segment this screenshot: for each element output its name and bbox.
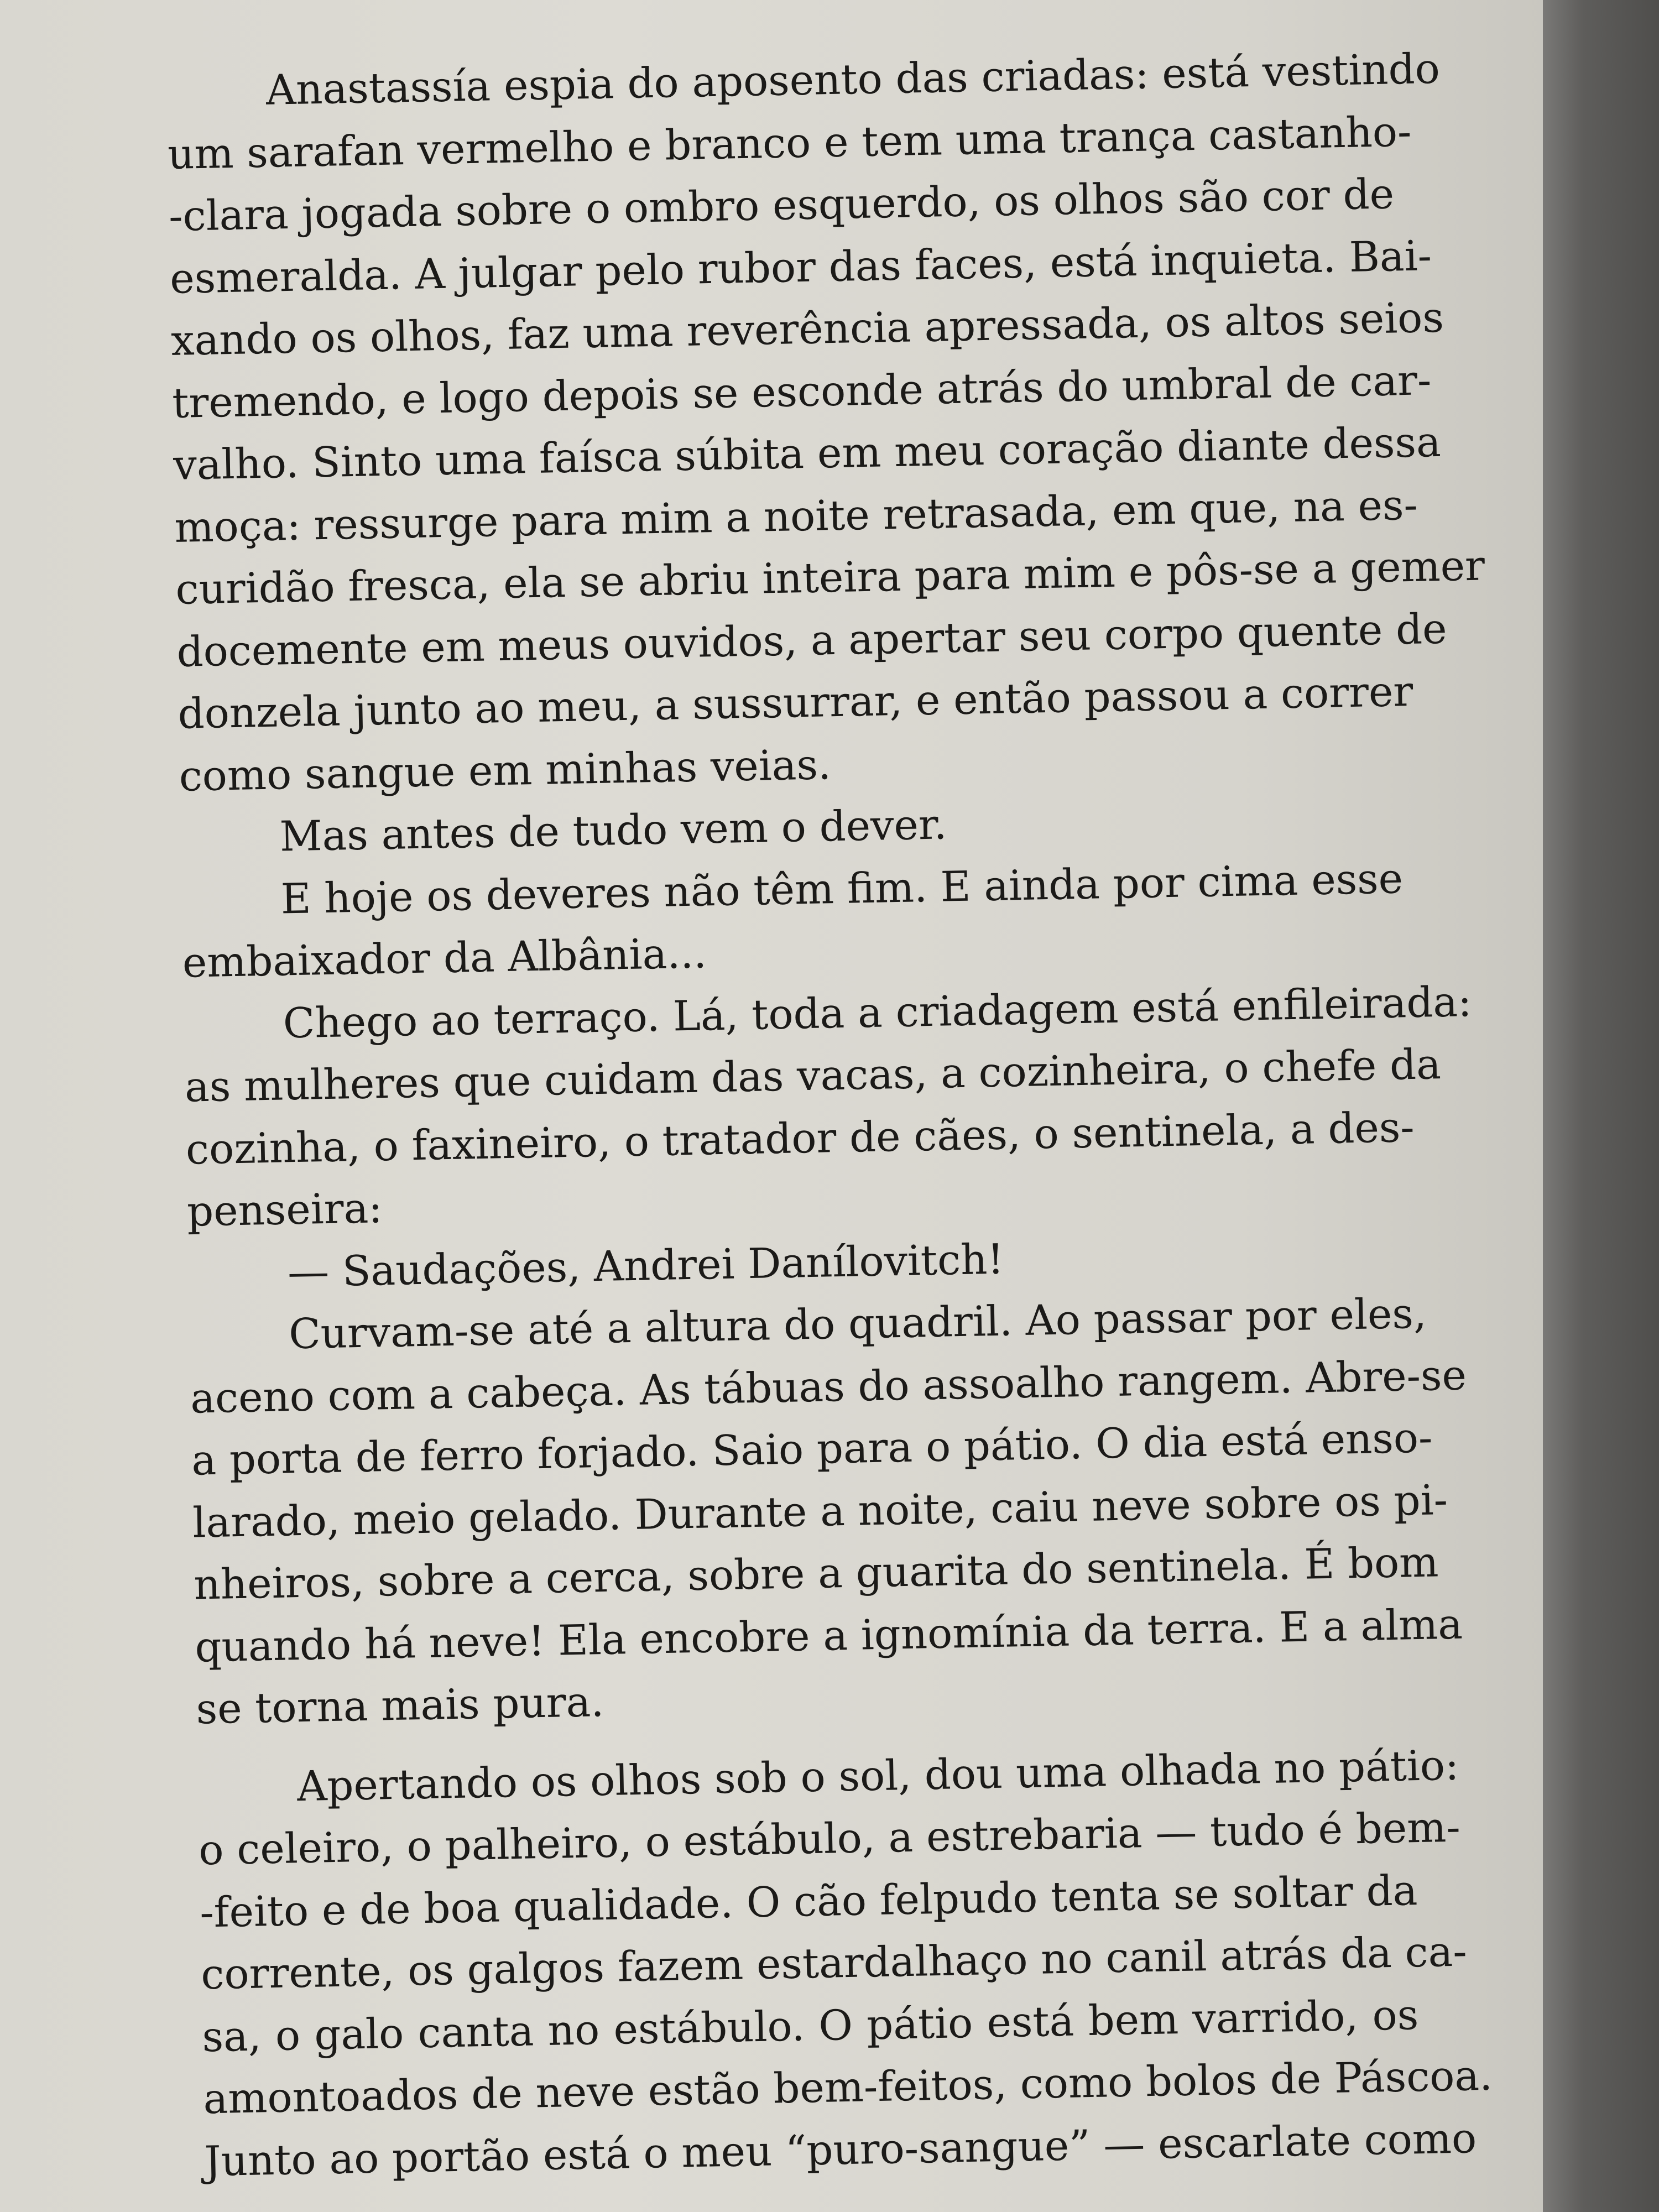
text-line: amontoados de neve estão bem-feitos, como bolos de Páscoa. — [202, 2051, 1493, 2124]
text-line: quando há neve! Ela encobre a ignomínia da terra. E a alma — [194, 1599, 1463, 1672]
text-line: Anastassía espia do aposento das criadas: está vestindo — [265, 44, 1441, 114]
text-line: sa, o galo canta no estábulo. O pátio está bem varrido, os — [201, 1990, 1419, 2061]
text-line: Chego ao terraço. Lá, toda a criadagem está enfileirada: — [283, 977, 1473, 1047]
text-line: tremendo, e logo depois se esconde atrás do umbral de car- — [171, 355, 1432, 427]
text-line: se torna mais pura. — [195, 1677, 604, 1734]
text-line: a porta de ferro forjado. Saio para o pátio. O dia está enso- — [191, 1413, 1433, 1485]
text-line: Curvam-se até a altura do quadril. Ao passar por eles, — [288, 1288, 1427, 1359]
text-line: corrente, os galgos fazem estardalhaço no canil atrás da ca- — [200, 1927, 1468, 1999]
text-line: cozinha, o faxineiro, o tratador de cães, o sentinela, a des- — [185, 1102, 1415, 1174]
text-line: xando os olhos, faz uma reverência apressada, os altos seios — [170, 293, 1444, 365]
text-line: -clara jogada sobre o ombro esquerdo, os olhos são cor de — [168, 169, 1395, 241]
text-line: moça: ressurge para mim a noite retrasada, em que, na es- — [174, 480, 1418, 552]
text-line: larado, meio gelado. Durante a noite, caiu neve sobre os pi- — [192, 1475, 1448, 1547]
text-line: como sangue em minhas veias. — [178, 739, 832, 801]
text-line: aceno com a cabeça. As tábuas do assoalho rangem. Abre-se — [190, 1350, 1467, 1423]
text-line: as mulheres que cuidam das vacas, a cozinheira, o chefe da — [184, 1040, 1442, 1112]
text-line: embaixador da Albânia... — [182, 928, 707, 987]
text-line: um sarafan vermelho e branco e tem uma trança castanho- — [167, 107, 1412, 179]
text-line: penseira: — [186, 1183, 383, 1236]
text-line: nheiros, sobre a cerca, sobre a guarita do sentinela. É bom — [193, 1537, 1439, 1609]
text-line: curidão fresca, ela se abriu inteira para mim e pôs-se a gemer — [175, 541, 1485, 614]
text-line: valho. Sinto uma faísca súbita em meu coração diante dessa — [173, 417, 1442, 489]
text-line: Apertando os olhos sob o sol, dou uma olhada no pátio: — [296, 1740, 1460, 1811]
page-text — [166, 39, 1493, 2193]
text-line: docemente em meus ouvidos, a apertar seu corpo quente de — [176, 604, 1448, 676]
text-line: Junto ao portão está o meu “puro-sangue” — escarlate como — [204, 2113, 1477, 2185]
text-line: Mas antes de tudo vem o dever. — [279, 800, 948, 861]
page-edge — [1543, 0, 1659, 2212]
text-line: — Saudações, Andrei Danílovitch! — [287, 1234, 1005, 1296]
text-line: o celeiro, o palheiro, o estábulo, a estrebaria — tudo é bem- — [198, 1802, 1461, 1875]
text-line: donzela junto ao meu, a sussurrar, e então passou a correr — [177, 666, 1413, 738]
text-line: E hoje os deveres não têm fim. E ainda por cima esse — [280, 853, 1404, 923]
text-line: -feito e de boa qualidade. O cão felpudo tenta se soltar da — [199, 1865, 1418, 1937]
text-line: esmeralda. A julgar pelo rubor das faces, está inquieta. Bai- — [169, 231, 1432, 303]
